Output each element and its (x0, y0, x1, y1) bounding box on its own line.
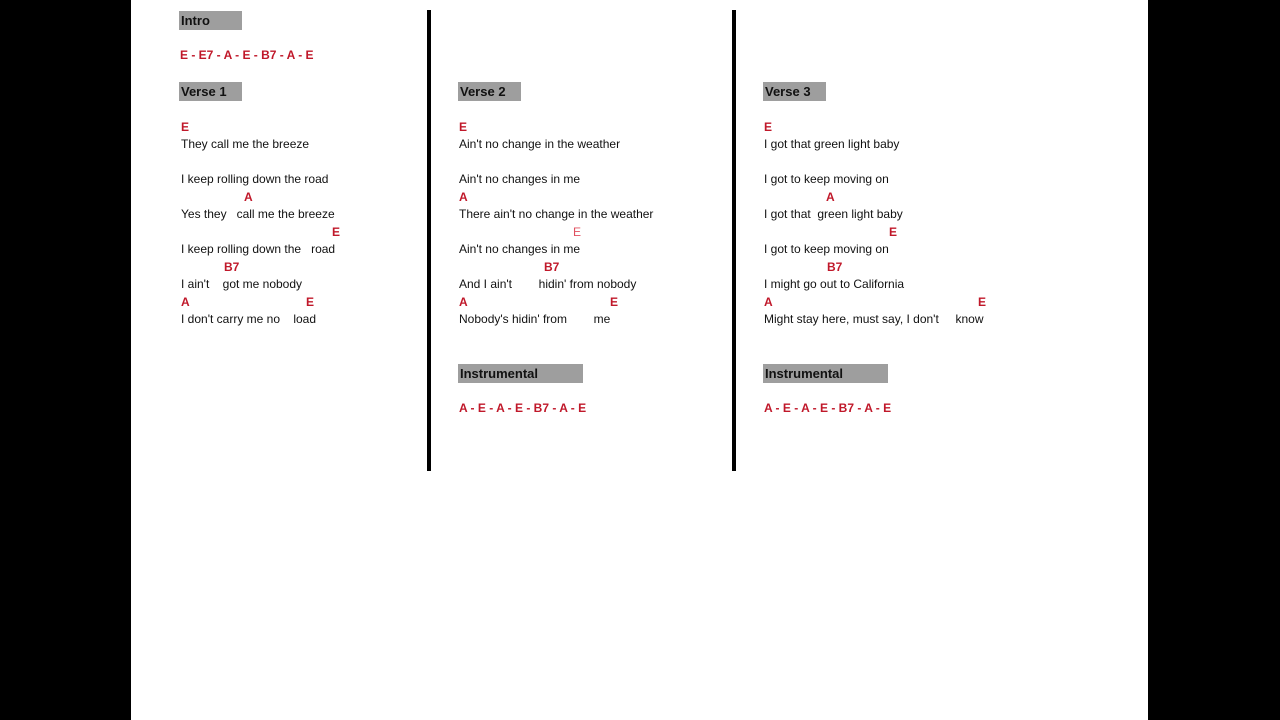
intro-progression: E - E7 - A - E - B7 - A - E (180, 48, 314, 62)
column-divider (732, 10, 736, 471)
section-header-instrumental: Instrumental (458, 364, 583, 383)
lyric-line: Ain't no changes in me (459, 172, 581, 186)
chord: E (610, 295, 619, 309)
lyric-line: There ain't no change in the weather (459, 207, 654, 221)
chord: A (764, 295, 773, 309)
lyric-line: They call me the breeze (181, 137, 310, 151)
chord: B7 (224, 260, 240, 274)
section-header-verse-2: Verse 2 (458, 82, 521, 101)
chord: A (826, 190, 835, 204)
section-header-verse-3: Verse 3 (763, 82, 826, 101)
chord: E (573, 225, 582, 239)
lyric-line: Ain't no change in the weather (459, 137, 621, 151)
chord: E (459, 120, 468, 134)
chord: E (764, 120, 773, 134)
lyric-line: I got to keep moving on (764, 242, 889, 256)
lyric-line: I ain't got me nobody (181, 277, 303, 291)
lyric-line: I don't carry me no load (181, 312, 317, 326)
lyric-line: Nobody's hidin' from me (459, 312, 611, 326)
lyric-line: I got that green light baby (764, 137, 900, 151)
chord: B7 (544, 260, 560, 274)
lyric-line: I keep rolling down the road (181, 242, 336, 256)
chord: E (332, 225, 341, 239)
lyric-line: I got that green light baby (764, 207, 903, 221)
lyric-line: I keep rolling down the road (181, 172, 329, 186)
lyric-line: Might stay here, must say, I don't know (764, 312, 984, 326)
section-header-intro: Intro (179, 11, 242, 30)
instrumental-progression: A - E - A - E - B7 - A - E (764, 401, 892, 415)
lyric-line: And I ain't hidin' from nobody (459, 277, 637, 291)
lyrics-page (131, 0, 1148, 720)
column-divider (427, 10, 431, 471)
chord: E (306, 295, 315, 309)
lyric-line: Yes they call me the breeze (181, 207, 335, 221)
section-header-verse-1: Verse 1 (179, 82, 242, 101)
chord: E (978, 295, 987, 309)
chord: B7 (827, 260, 843, 274)
lyric-line: I might go out to California (764, 277, 905, 291)
chord: A (244, 190, 253, 204)
chord: E (889, 225, 898, 239)
chord: E (181, 120, 190, 134)
instrumental-progression: A - E - A - E - B7 - A - E (459, 401, 587, 415)
chord: A (181, 295, 190, 309)
chord: A (459, 190, 468, 204)
lyric-line: I got to keep moving on (764, 172, 889, 186)
lyric-line: Ain't no changes in me (459, 242, 581, 256)
chord: A (459, 295, 468, 309)
section-header-instrumental: Instrumental (763, 364, 888, 383)
